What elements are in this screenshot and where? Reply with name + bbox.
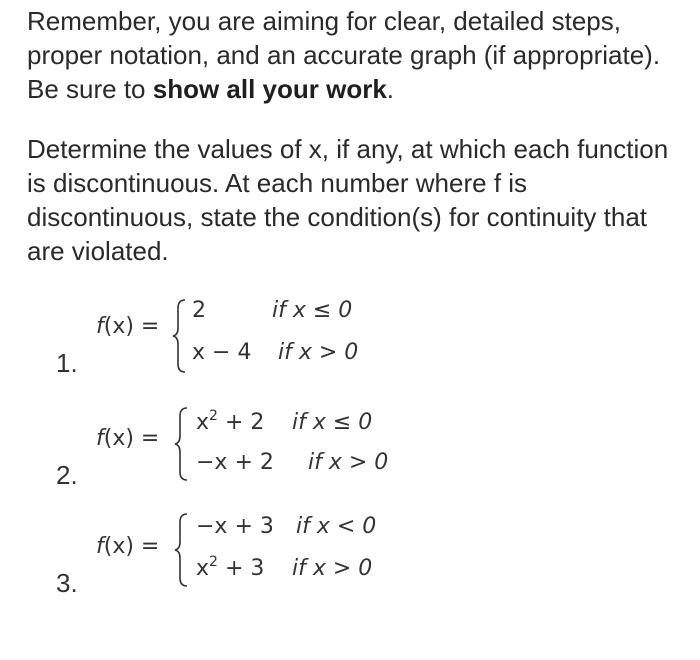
left-brace-icon — [174, 512, 188, 588]
case-expression: −x + 2 — [196, 450, 274, 475]
function-name: f — [96, 426, 104, 451]
expr-base: x — [196, 556, 210, 581]
function-args: (x) = — [103, 426, 160, 451]
left-brace-icon — [174, 406, 188, 482]
function-lhs — [96, 426, 159, 451]
instructions-paragraph: Determine the values of x, if any, at which each function is discontinuous. At each number where f is discontinuous, state the condition(s) for continuity that are violated. — [27, 134, 669, 266]
function-args: (x) = — [103, 314, 160, 339]
intro-text: Remember, you are aiming for clear, detailed steps, proper notation, and an accurate graph (if appropriate). Be sure to — [27, 6, 661, 104]
intro-emphasis: show all your work — [152, 74, 387, 104]
case-expression: 2 — [192, 298, 206, 323]
problem-number: 3. — [56, 568, 78, 598]
function-lhs — [96, 534, 159, 559]
function-name: f — [96, 314, 104, 339]
function-name: f — [96, 534, 104, 559]
case-condition: if x > 0 — [278, 340, 359, 365]
case-expression: −x + 3 — [196, 514, 274, 539]
expr-base: x — [196, 410, 210, 435]
problem-number: 2. — [56, 460, 78, 490]
case-expression — [196, 410, 264, 435]
function-lhs — [96, 314, 159, 339]
problem-number: 1. — [56, 348, 78, 378]
case-condition: if x < 0 — [296, 514, 377, 539]
case-expression — [196, 556, 264, 581]
case-expression: x − 4 — [192, 340, 252, 365]
expr-tail: + 3 — [217, 556, 265, 581]
function-args: (x) = — [103, 534, 160, 559]
case-condition: if x > 0 — [308, 450, 389, 475]
expr-exponent: 2 — [209, 554, 218, 570]
problem-1 — [0, 298, 700, 398]
problem-2 — [0, 406, 700, 506]
intro-period: . — [386, 74, 395, 104]
expr-exponent: 2 — [209, 408, 218, 424]
case-condition: if x ≤ 0 — [272, 298, 353, 323]
problem-3 — [0, 510, 700, 610]
case-condition: if x > 0 — [292, 556, 373, 581]
case-condition: if x ≤ 0 — [292, 410, 373, 435]
expr-tail: + 2 — [217, 410, 265, 435]
intro-paragraph — [27, 4, 687, 106]
left-brace-icon — [172, 298, 186, 374]
